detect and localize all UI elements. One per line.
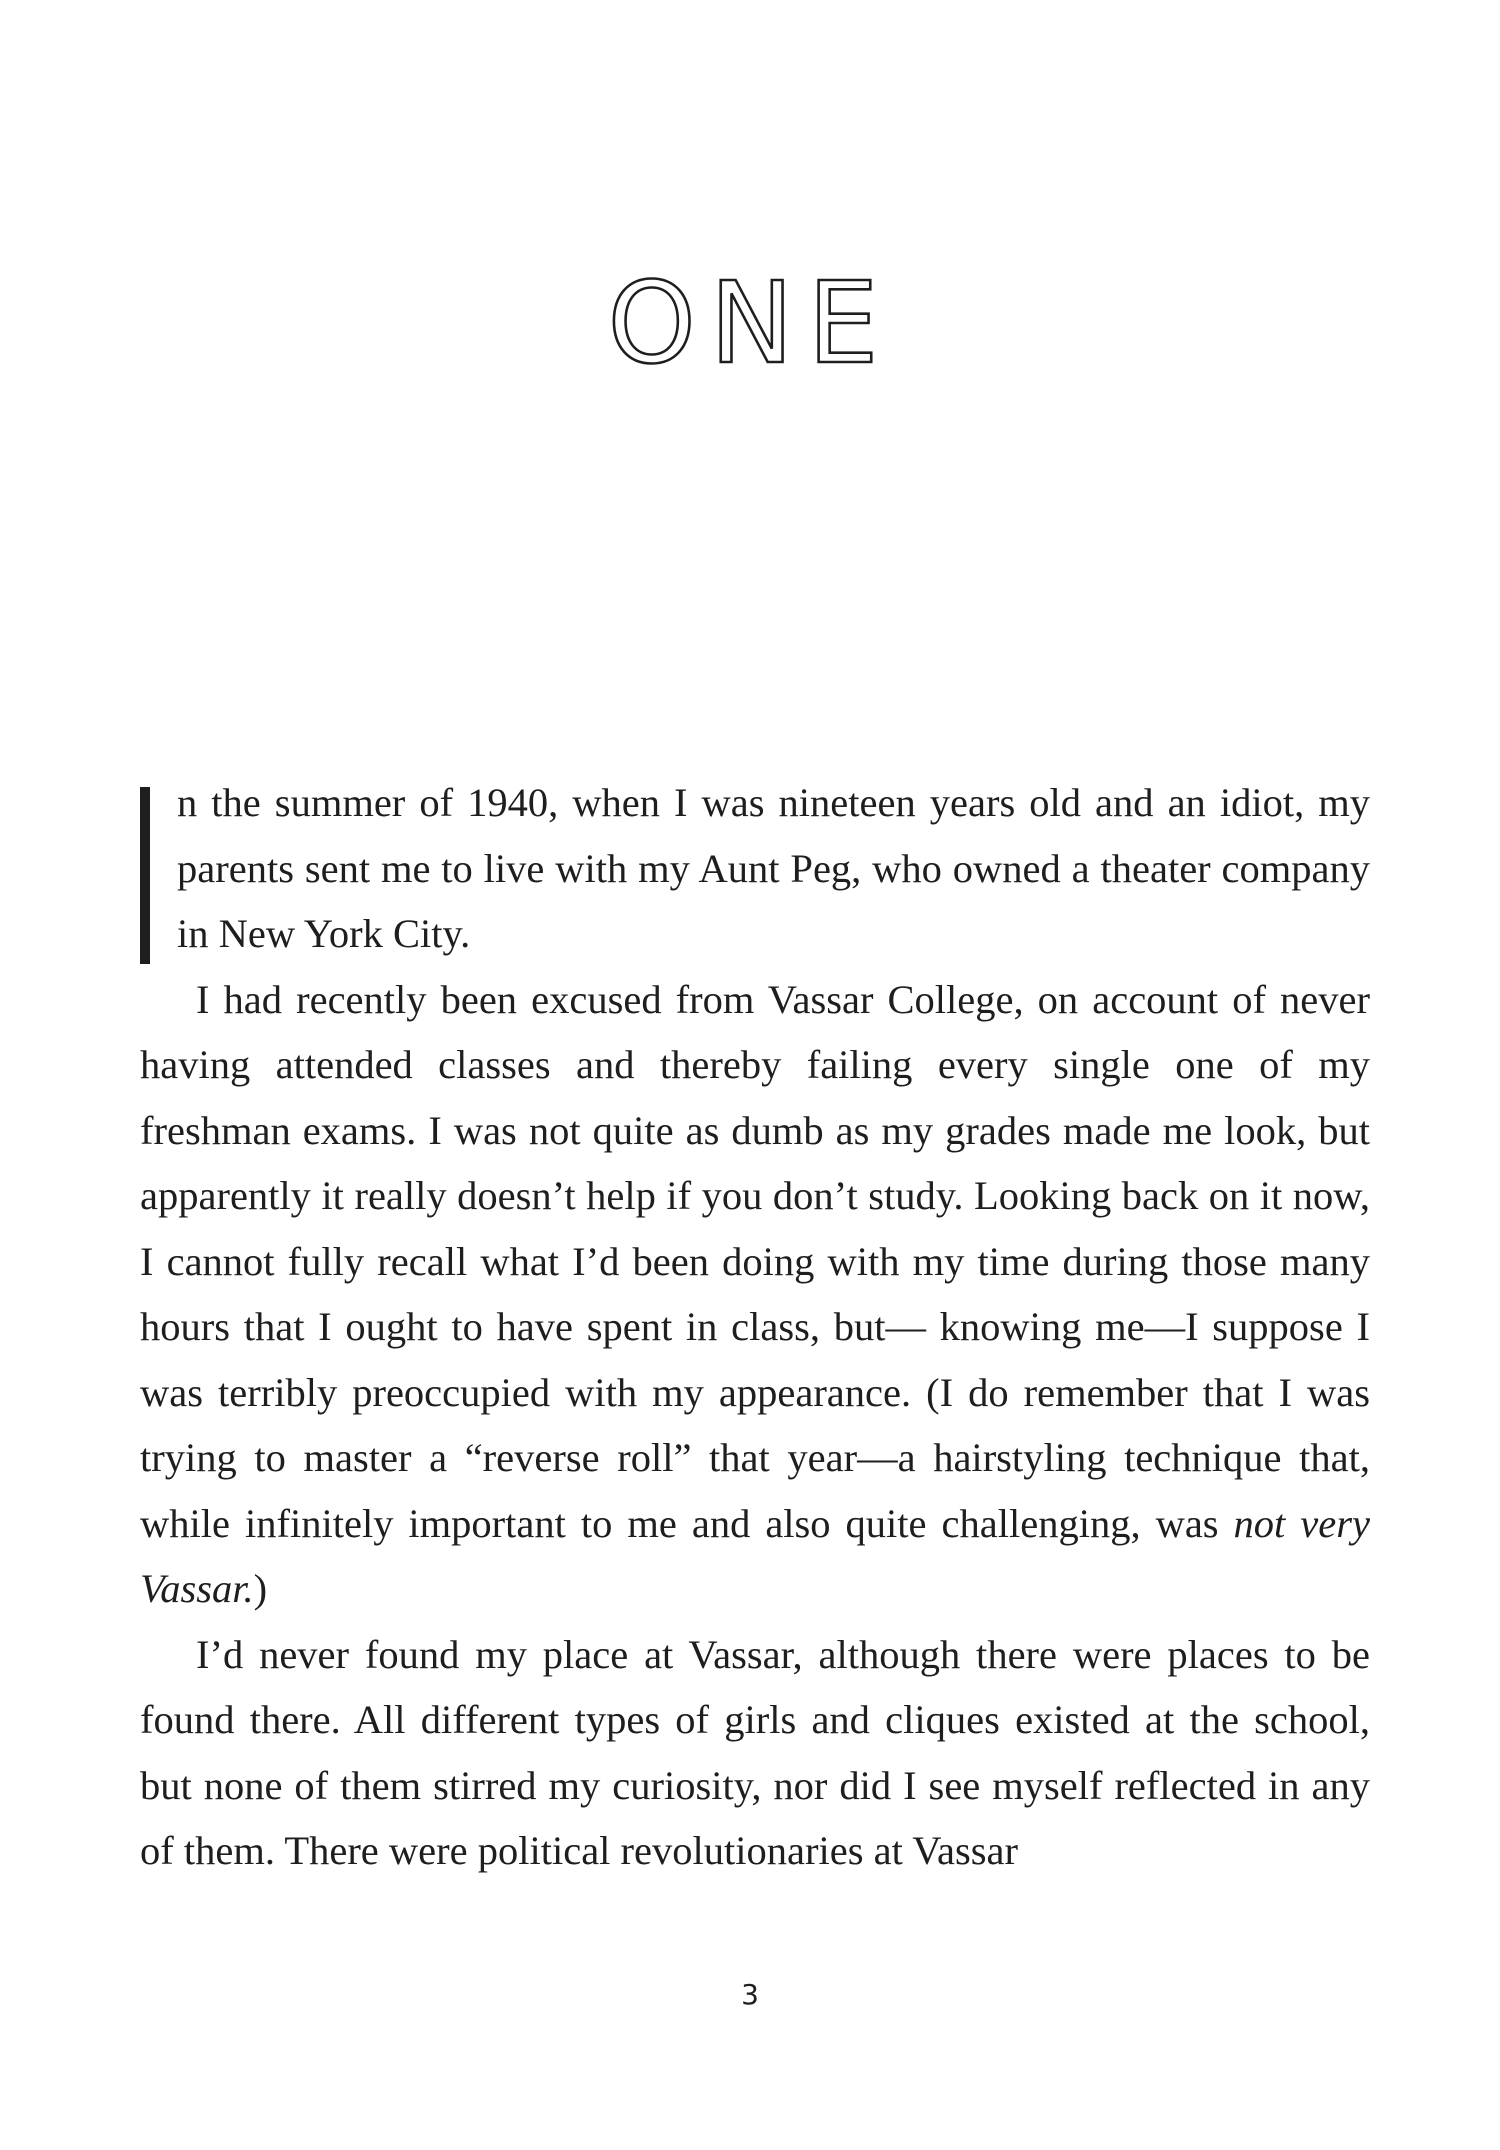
paragraph-1 bbox=[140, 770, 1370, 967]
paragraph-3-text: I’d never found my place at Vassar, although there were places to be found there. All different types of girls and cliques existed at the school, but none of them stirred my curiosity, nor did I see myself reflected in any of them. There were political revolutionaries at Vassar bbox=[140, 1631, 1370, 1873]
page-number: 3 bbox=[741, 1978, 759, 2011]
drop-cap-bar bbox=[140, 787, 150, 964]
chapter-title: ONE bbox=[607, 259, 893, 389]
body-text bbox=[140, 770, 1370, 1884]
paragraph-2-text: I had recently been excused from Vassar College, on account of never having attended classes and thereby failing every single one of my freshman exams. I was not quite as dumb as my grades made me look, but apparently it really doesn’t help if you don’t study. Looking back on it now, I cannot fully recall what I’d been doing with my time during those many hours that I ought to have spent in class, but— knowing me—I suppose I was terribly preoccupied with my appearance. (I do remember that I was trying to master a “reverse roll” that year—a hairstyling technique that, while infinitely important to me and also quite challenging, was bbox=[140, 976, 1370, 1546]
paragraph-2-end: ) bbox=[253, 1566, 268, 1611]
paragraph-3 bbox=[140, 1622, 1370, 1884]
drop-cap-letter bbox=[177, 770, 178, 771]
paragraph-2 bbox=[140, 967, 1370, 1622]
paragraph-1-text: n the summer of 1940, when I was nineteen years old and an idiot, my parents sent me to live with my Aunt Peg, who owned a theater company in New York City. bbox=[177, 780, 1370, 956]
paragraph-2-italic: not very Vassar. bbox=[140, 1500, 1370, 1611]
